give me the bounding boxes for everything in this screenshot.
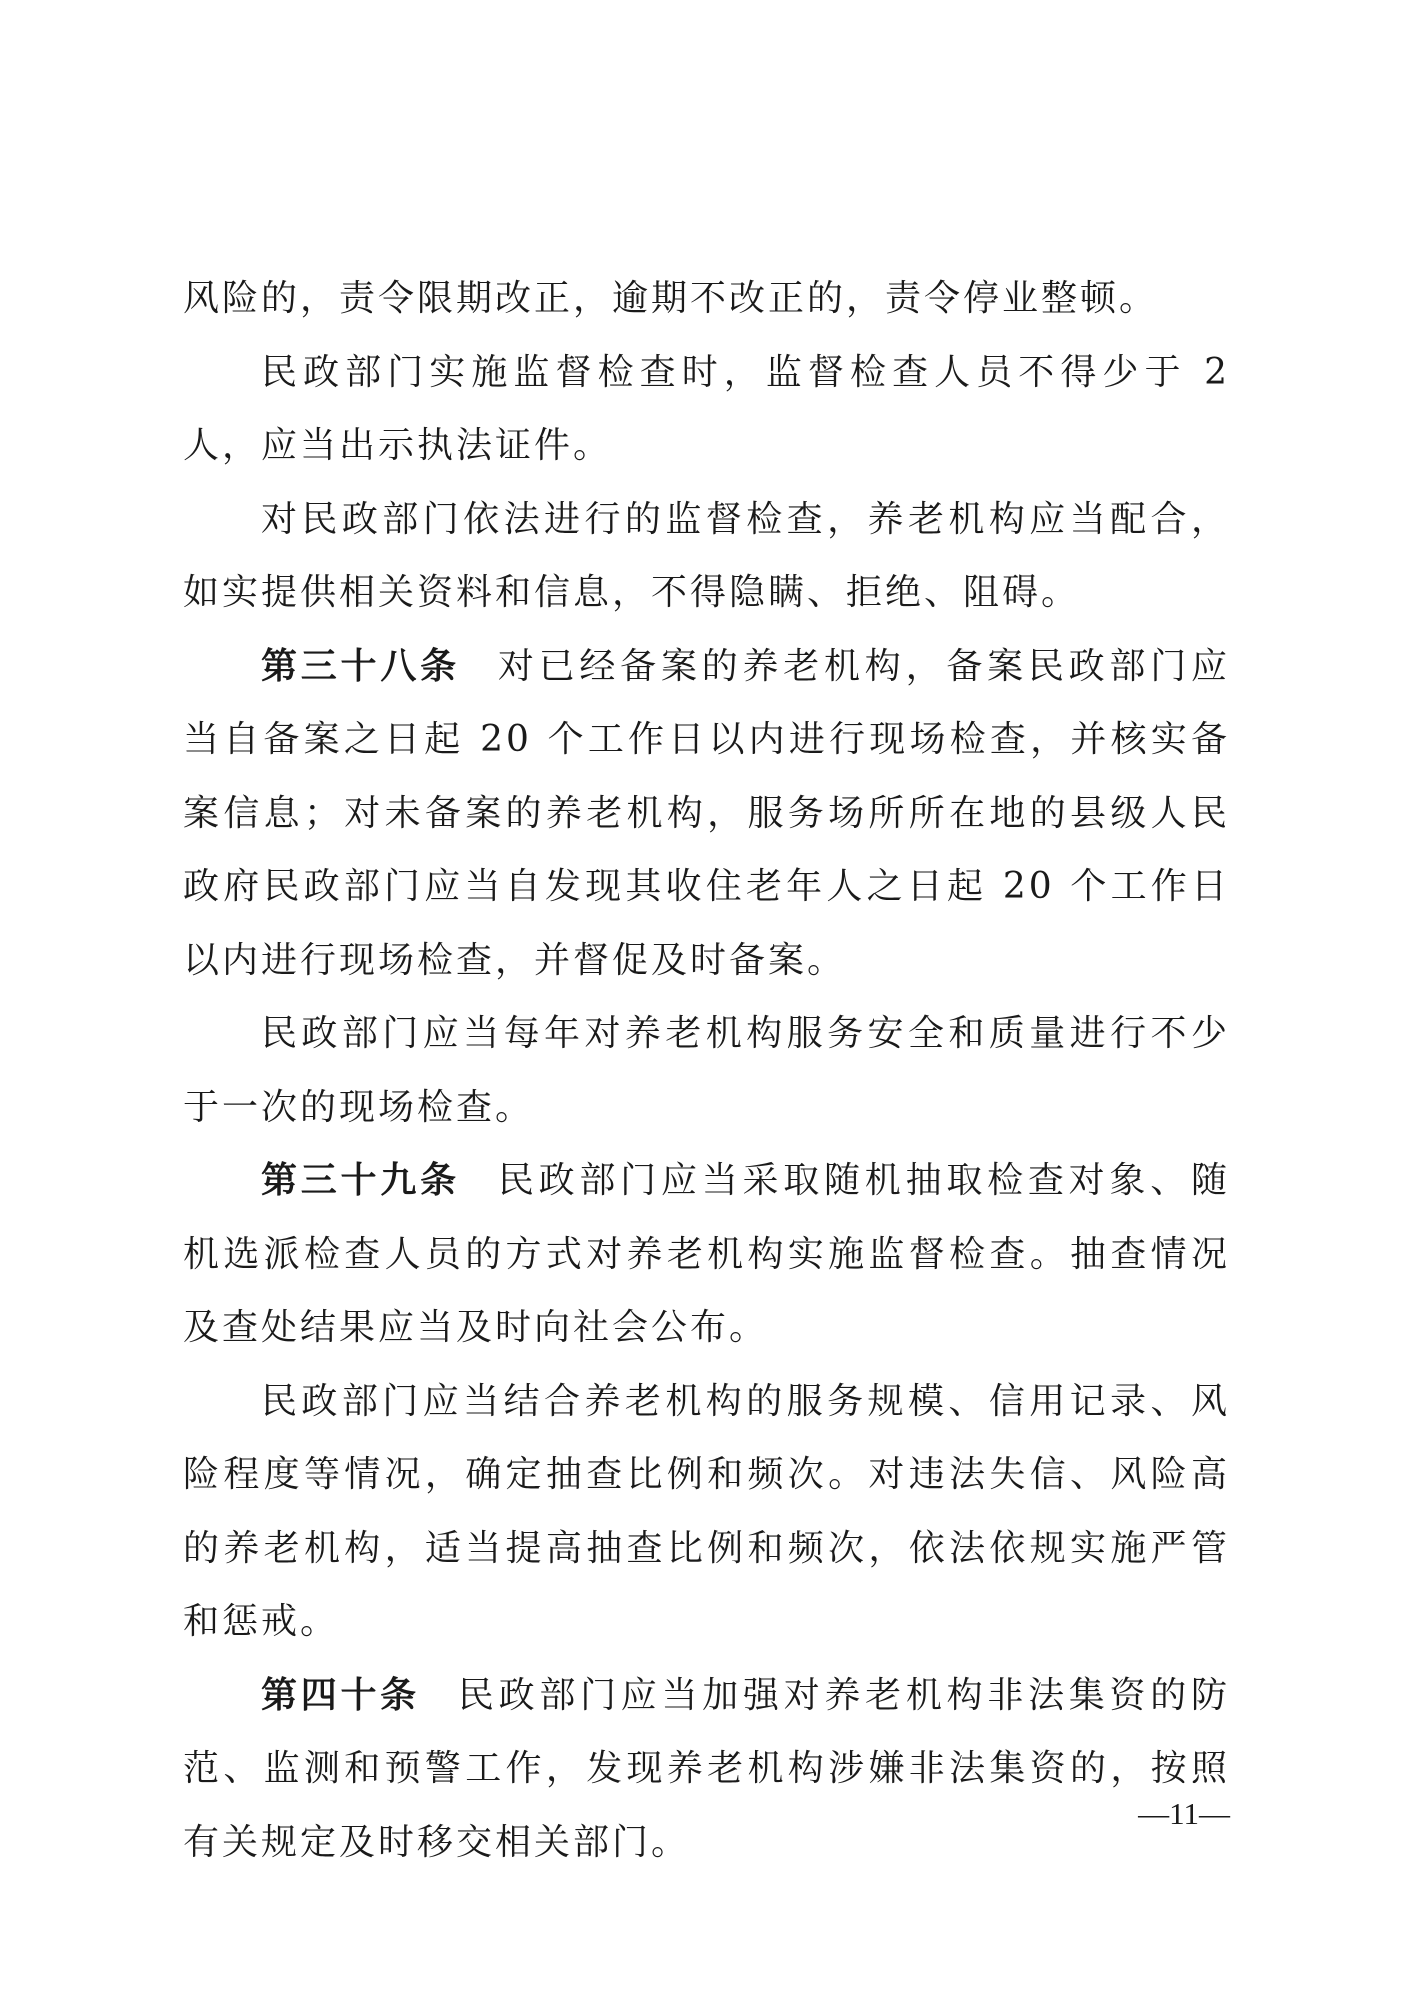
paragraph-annual-inspection [183,997,1230,1144]
paragraph-text: 民政部门应当采取随机抽取检查对象、随机选派检查人员的方式对养老机构实施监督检查。抽查情况及查处结果应当及时向社会公布。 [183,1160,1230,1348]
page-number: —11— [1138,1796,1230,1831]
paragraph-text: 民政部门实施监督检查时，监督检查人员不得少于 2 人，应当出示执法证件。 [183,351,1230,466]
article-number: 第三十八条 [261,645,460,687]
paragraph-text: 对已经备案的养老机构，备案民政部门应当自备案之日起 20 个工作日以内进行现场检查，并核实备案信息；对未备案的养老机构，服务场所所在地的县级人民政府民政部门应当自发现其收住老年人之日起 20 个工作日以内进行现场检查，并督促及时备案。 [183,645,1230,981]
paragraph-text: 对民政部门依法进行的监督检查，养老机构应当配合，如实提供相关资料和信息，不得隐瞒、拒绝、阻碍。 [183,498,1230,613]
paragraph-text: 民政部门应当每年对养老机构服务安全和质量进行不少于一次的现场检查。 [183,1013,1230,1128]
paragraph-text: 风险的，责令限期改正，逾期不改正的，责令停业整顿。 [183,278,1159,319]
paragraph-text: 民政部门应当结合养老机构的服务规模、信用记录、风险程度等情况，确定抽查比例和频次。对违法失信、风险高的养老机构，适当提高抽查比例和频次，依法依规实施严管和惩戒。 [183,1380,1230,1642]
paragraph-cooperation [183,483,1230,630]
article-number: 第四十条 [261,1674,420,1716]
paragraph-sampling-ratio [183,1365,1230,1659]
article-40 [183,1659,1230,1880]
article-number: 第三十九条 [261,1160,460,1201]
paragraph-inspection-personnel [183,336,1230,483]
document-body [183,262,1230,1879]
paragraph-continuation [183,262,1230,336]
paragraph-text: 民政部门应当加强对养老机构非法集资的防范、监测和预警工作，发现养老机构涉嫌非法集资的，按照有关规定及时移交相关部门。 [183,1674,1230,1863]
article-38 [183,630,1230,998]
article-39 [183,1144,1230,1365]
